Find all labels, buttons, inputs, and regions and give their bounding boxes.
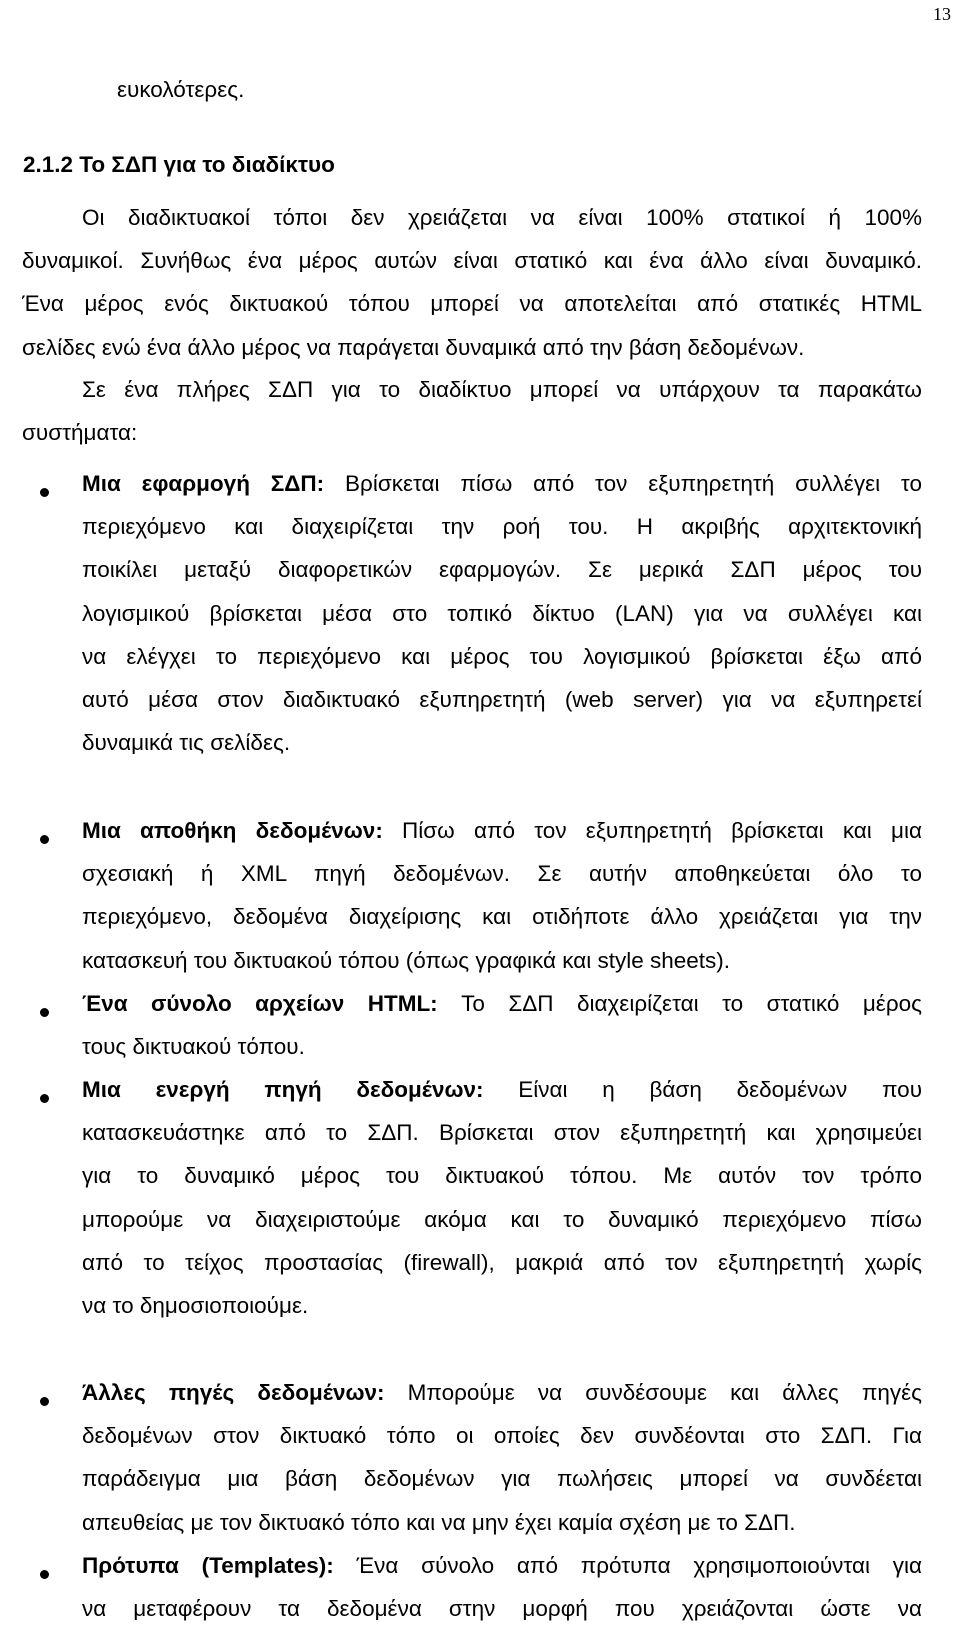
- list-item-text: απευθείας με τον δικτυακό τόπο και να μην έχει καμία σχέση με το ΣΔΠ.: [82, 1509, 796, 1535]
- list-item: [82, 1371, 922, 1544]
- intro-fragment: ευκολότερες.: [117, 77, 245, 102]
- list-item-text: από το τείχος προστασίας (firewall), μακριά από τον εξυπηρετητή χωρίς: [82, 1249, 922, 1275]
- list-item-text: Πίσω από τον εξυπηρετητή βρίσκεται και μια: [382, 818, 922, 843]
- paragraph-line: δυναμικοί. Συνήθως ένα μέρος αυτών είναι στατικό και ένα άλλο είναι δυναμικό.: [22, 248, 922, 274]
- paragraph-line: Ένα μέρος ενός δικτυακού τόπου μπορεί να αποτελείται από στατικές HTML: [22, 291, 922, 317]
- page-number: 13: [933, 4, 951, 24]
- list-item-text: Μπορούμε να συνδέσουμε και άλλες πηγές: [384, 1380, 923, 1405]
- list-item-term: Μια ενεργή πηγή δεδομένων:: [82, 1077, 484, 1102]
- list-item-text: μπορούμε να διαχειριστούμε ακόμα και το δυναμικό περιεχόμενο πίσω: [82, 1206, 922, 1232]
- list-item-term: Πρότυπα (Templates):: [82, 1553, 334, 1578]
- bullet-icon: [40, 1008, 49, 1017]
- list-item-text: ποικίλει μεταξύ διαφορετικών εφαρμογών. Σε μερικά ΣΔΠ μέρος του: [82, 557, 922, 583]
- list-item-text: παράδειγμα μια βάση δεδομένων για πωλήσεις μπορεί να συνδέεται: [82, 1466, 922, 1492]
- list-item-text: σχεσιακή ή XML πηγή δεδομένων. Σε αυτήν αποθηκεύεται όλο το: [82, 861, 922, 887]
- paragraph-line: Οι διαδικτυακοί τόποι δεν χρειάζεται να είναι 100% στατικοί ή 100%: [82, 205, 922, 230]
- list-item-term: Μια εφαρμογή ΣΔΠ:: [82, 471, 325, 496]
- paragraph-line: σελίδες ενώ ένα άλλο μέρος να παράγεται δυναμικά από την βάση δεδομένων.: [22, 334, 805, 360]
- list-item-text: δυναμικά τις σελίδες.: [82, 730, 291, 756]
- list-item: [82, 462, 922, 764]
- list-item: [82, 982, 922, 1068]
- section-heading: 2.1.2 Το ΣΔΠ για το διαδίκτυο: [23, 152, 335, 177]
- list-item-text: κατασκευάστηκε από το ΣΔΠ. Βρίσκεται στον εξυπηρετητή και χρησιμεύει: [82, 1120, 922, 1146]
- paragraph-1: [22, 196, 922, 369]
- bullet-icon: [40, 1570, 49, 1579]
- list-item: [82, 1068, 922, 1327]
- list-item-text: Είναι η βάση δεδομένων που: [483, 1077, 922, 1102]
- bullet-icon: [40, 1094, 49, 1103]
- list-item-text: περιεχόμενο, δεδομένα διαχείρισης και οτιδήποτε άλλο χρειάζεται για την: [82, 904, 922, 930]
- list-item-text: τους δικτυακού τόπου.: [82, 1034, 305, 1060]
- list-item-text: Το ΣΔΠ διαχειρίζεται το στατικό μέρος: [437, 991, 922, 1016]
- paragraph-2: [22, 368, 922, 454]
- list-item-term: Μια αποθήκη δεδομένων:: [82, 818, 383, 843]
- paragraph-line: Σε ένα πλήρες ΣΔΠ για το διαδίκτυο μπορεί να υπάρχουν τα παρακάτω: [82, 377, 922, 402]
- list-item-text: δεδομένων στον δικτυακό τόπο οι οποίες δεν συνδέονται στο ΣΔΠ. Για: [82, 1423, 922, 1449]
- list-item-text: κατασκευή του δικτυακού τόπου (όπως γραφικά και style sheets).: [82, 947, 731, 973]
- list-item-text: λογισμικού βρίσκεται μέσα στο τοπικό δίκτυο (LAN) για να συλλέγει και: [82, 600, 922, 626]
- list-item-text: αυτό μέσα στον διαδικτυακό εξυπηρετητή (web server) για να εξυπηρετεί: [82, 687, 922, 713]
- list-item: [82, 809, 922, 982]
- list-item-text: να μεταφέρουν τα δεδομένα στην μορφή που χρειάζονται ώστε να: [82, 1596, 922, 1622]
- list-item-term: Ένα σύνολο αρχείων HTML:: [82, 991, 438, 1016]
- list-item-text: Βρίσκεται πίσω από τον εξυπηρετητή συλλέγει το: [324, 471, 922, 496]
- bullet-icon: [40, 835, 49, 844]
- list-item-text: να ελέγχει το περιεχόμενο και μέρος του λογισμικού βρίσκεται έξω από: [82, 643, 922, 669]
- paragraph-line: συστήματα:: [22, 420, 138, 446]
- list-item: [82, 1544, 922, 1630]
- list-item-text: να το δημοσιοποιούμε.: [82, 1293, 309, 1319]
- list-item-text: περιεχόμενο και διαχειρίζεται την ροή του. Η ακριβής αρχιτεκτονική: [82, 514, 922, 540]
- list-item-term: Άλλες πηγές δεδομένων:: [82, 1380, 385, 1405]
- list-item-text: για το δυναμικό μέρος του δικτυακού τόπου. Με αυτόν τον τρόπο: [82, 1163, 922, 1189]
- bullet-icon: [40, 488, 49, 497]
- bullet-icon: [40, 1397, 49, 1406]
- list-item-text: Ένα σύνολο από πρότυπα χρησιμοποιούνται για: [333, 1553, 922, 1578]
